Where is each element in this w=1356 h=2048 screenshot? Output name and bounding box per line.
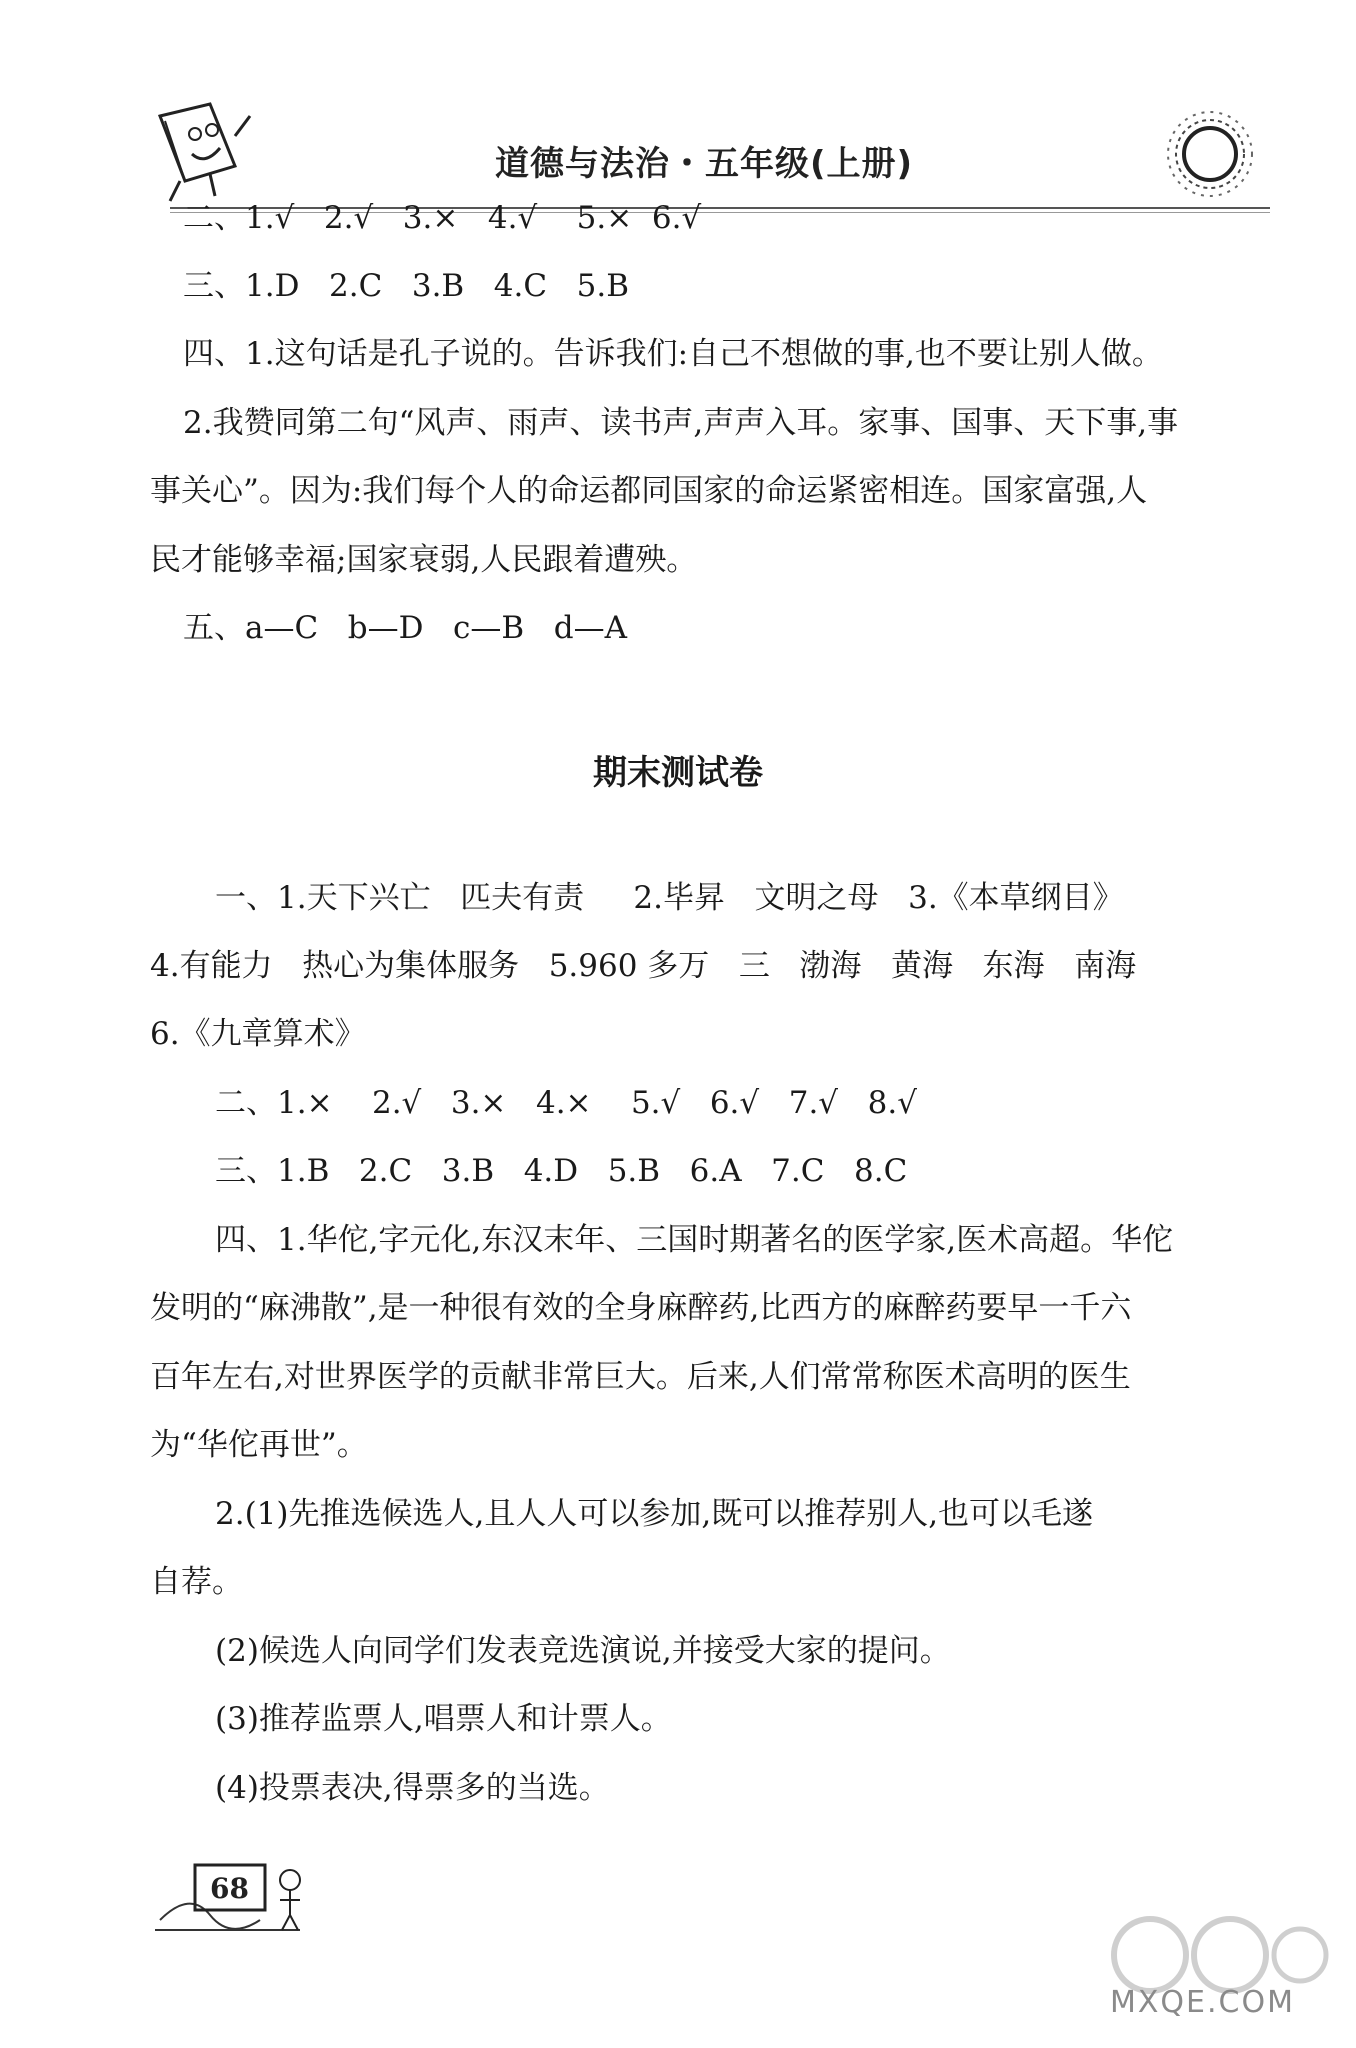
answer-line: 一、1.天下兴亡 匹夫有责 2.毕昇 文明之母 3.《本草纲目》: [215, 880, 1124, 916]
answer-line: 2.我赞同第二句“风声、雨声、读书声,声声入耳。家事、国事、天下事,事: [183, 405, 1179, 441]
section-title: 期末测试卷: [593, 753, 763, 793]
answer-line: 二、1.√ 2.√ 3.× 4.√ 5.× 6.√: [183, 200, 702, 236]
answer-line: 四、1.这句话是孔子说的。告诉我们:自己不想做的事,也不要让别人做。: [183, 336, 1163, 372]
answer-line: 三、1.D 2.C 3.B 4.C 5.B: [183, 268, 629, 304]
answer-line: 事关心”。因为:我们每个人的命运都同国家的命运紧密相连。国家富强,人: [150, 473, 1148, 509]
answer-line: 百年左右,对世界医学的贡献非常巨大。后来,人们常常称医术高明的医生: [150, 1359, 1131, 1395]
answer-line: (4)投票表决,得票多的当选。: [215, 1770, 610, 1806]
answer-line: 6.《九章算术》: [150, 1016, 366, 1052]
sun-decoration-icon: [1160, 104, 1260, 204]
answer-line: (2)候选人向同学们发表竞选演说,并接受大家的提问。: [215, 1633, 951, 1669]
page-footer: [150, 1850, 320, 1940]
answer-line: 发明的“麻沸散”,是一种很有效的全身麻醉药,比西方的麻醉药要早一千六: [150, 1290, 1132, 1326]
watermark-text: MXQE.COM: [1110, 1985, 1295, 2020]
answer-line: 三、1.B 2.C 3.B 4.D 5.B 6.A 7.C 8.C: [215, 1153, 908, 1189]
answer-line: (3)推荐监票人,唱票人和计票人。: [215, 1701, 672, 1737]
answer-line: 自荐。: [150, 1564, 243, 1600]
answer-line: 民才能够幸福;国家衰弱,人民跟着遭殃。: [150, 542, 698, 578]
answer-line: 五、a—C b—D c—B d—A: [183, 610, 627, 646]
answer-line: 四、1.华佗,字元化,东汉末年、三国时期著名的医学家,医术高超。华佗: [215, 1222, 1174, 1258]
header-title: 道德与法治・五年级(上册): [495, 144, 914, 184]
answer-line: 为“华佗再世”。: [150, 1427, 368, 1463]
book-mascot-icon: [140, 96, 260, 206]
answer-line: 二、1.× 2.√ 3.× 4.× 5.√ 6.√ 7.√ 8.√: [215, 1085, 917, 1121]
page-number: 68: [210, 1872, 249, 1905]
answer-line: 4.有能力 热心为集体服务 5.960 多万 三 渤海 黄海 东海 南海: [150, 948, 1137, 984]
answer-line: 2.(1)先推选候选人,且人人可以参加,既可以推荐别人,也可以毛遂: [215, 1496, 1094, 1532]
